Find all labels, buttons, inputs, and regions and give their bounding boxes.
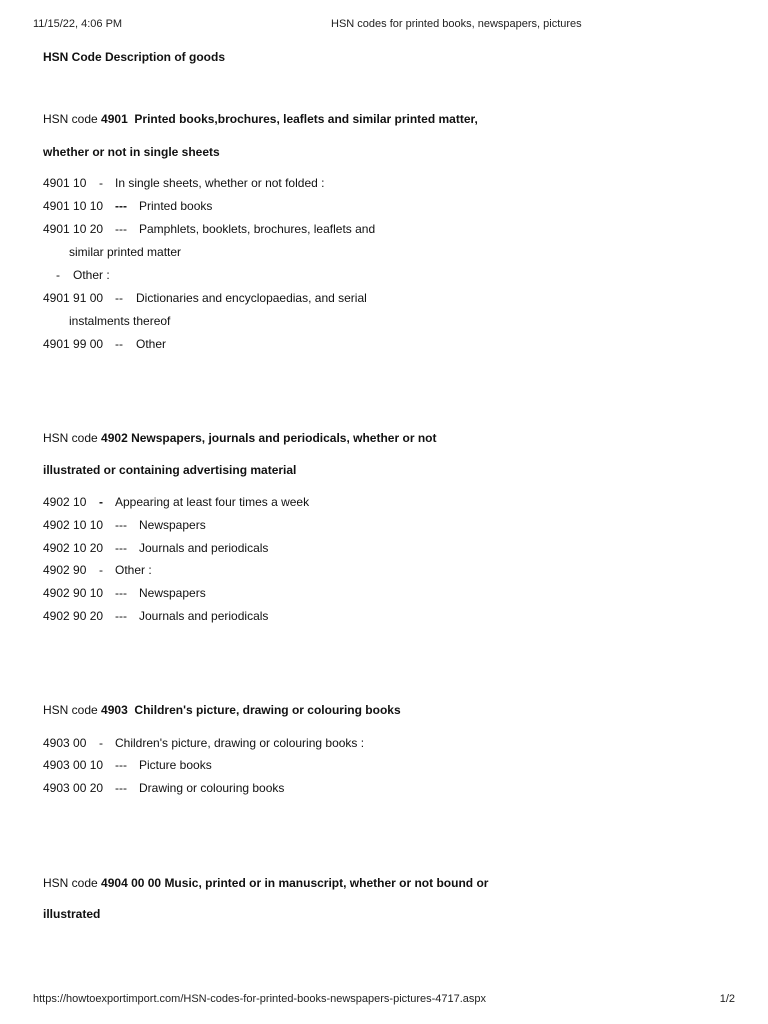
row-code: 4902 90 20 <box>43 609 104 623</box>
hsn-code-prefix: HSN code <box>43 112 98 126</box>
row-desc-continuation: instalments thereof <box>69 314 171 328</box>
row-code: 4901 10 20 <box>43 222 104 236</box>
row-dash: --- <box>115 586 127 600</box>
row-desc: Appearing at least four times a week <box>115 495 310 509</box>
hsn-code-number: 4903 <box>101 703 128 717</box>
hsn-code-prefix: HSN code <box>43 876 98 890</box>
row-desc-continuation: similar printed matter <box>69 245 182 259</box>
row-code: 4902 10 10 <box>43 518 104 532</box>
section-title-line1: 4904 00 00 Music, printed or in manuscript, whether or not bound or <box>101 876 489 890</box>
row-code: 4903 00 20 <box>43 781 104 795</box>
section-4902-title <box>43 431 436 445</box>
hsn-code-number: 4901 <box>101 112 128 126</box>
row-desc: Newspapers <box>139 518 206 532</box>
row-dash: -- <box>115 291 123 305</box>
row-code: 4902 10 <box>43 495 87 509</box>
print-url: https://howtoexportimport.com/HSN-codes-for-printed-books-newspapers-pictures-4717.aspx <box>33 993 487 1005</box>
print-page-title: HSN codes for printed books, newspapers, pictures <box>331 18 582 30</box>
print-page-number: 1/2 <box>719 993 735 1005</box>
row-desc: Journals and periodicals <box>139 541 269 555</box>
row-desc: Picture books <box>139 758 212 772</box>
row-desc: Pamphlets, booklets, brochures, leaflets and <box>139 222 376 236</box>
document-heading: HSN Code Description of goods <box>43 50 226 64</box>
section-4904-title-line2: illustrated <box>43 907 101 921</box>
print-datetime: 11/15/22, 4:06 PM <box>33 18 123 30</box>
hsn-code-prefix: HSN code <box>43 703 98 717</box>
hsn-code-prefix: HSN code <box>43 431 98 445</box>
row-desc: Other : <box>73 268 110 282</box>
row-dash: --- <box>115 758 127 772</box>
row-code: 4903 00 <box>43 736 87 750</box>
section-title: Children's picture, drawing or colouring books <box>134 703 401 717</box>
row-dash: --- <box>115 781 127 795</box>
row-dash: - <box>99 736 103 750</box>
row-dash: -- <box>115 337 123 351</box>
section-4902-title-line2: illustrated or containing advertising material <box>43 463 297 477</box>
row-code: 4902 90 10 <box>43 586 104 600</box>
row-code: 4901 91 00 <box>43 291 104 305</box>
row-code: 4901 10 10 <box>43 199 104 213</box>
row-dash: - <box>99 176 103 190</box>
section-4901-title <box>43 112 478 126</box>
section-4901-title-line2: whether or not in single sheets <box>43 145 220 159</box>
row-code: 4902 10 20 <box>43 541 104 555</box>
section-4904-title <box>43 876 488 890</box>
row-desc: Newspapers <box>139 586 206 600</box>
row-code: 4901 99 00 <box>43 337 104 351</box>
row-dash: - <box>56 268 60 282</box>
section-title-line1: Printed books,brochures, leaflets and similar printed matter, <box>134 112 478 126</box>
row-code: 4901 10 <box>43 176 87 190</box>
row-dash: --- <box>115 222 127 236</box>
row-code: 4903 00 10 <box>43 758 104 772</box>
row-dash: --- <box>115 541 127 555</box>
row-desc: Dictionaries and encyclopaedias, and serial <box>136 291 367 305</box>
row-desc: Children's picture, drawing or colouring books : <box>115 736 365 750</box>
row-code: 4902 90 <box>43 563 87 577</box>
row-dash: --- <box>115 518 127 532</box>
row-desc: Journals and periodicals <box>139 609 269 623</box>
row-dash: - <box>99 563 103 577</box>
row-dash: --- <box>115 199 127 213</box>
row-dash: --- <box>115 609 127 623</box>
section-4903-title <box>43 703 401 717</box>
section-title-line1: 4902 Newspapers, journals and periodicals, whether or not <box>101 431 437 445</box>
row-desc: Other <box>136 337 167 351</box>
row-desc: In single sheets, whether or not folded : <box>115 176 325 190</box>
row-desc: Other : <box>115 563 152 577</box>
row-desc: Printed books <box>139 199 213 213</box>
row-desc: Drawing or colouring books <box>139 781 285 795</box>
row-dash: - <box>99 495 103 509</box>
